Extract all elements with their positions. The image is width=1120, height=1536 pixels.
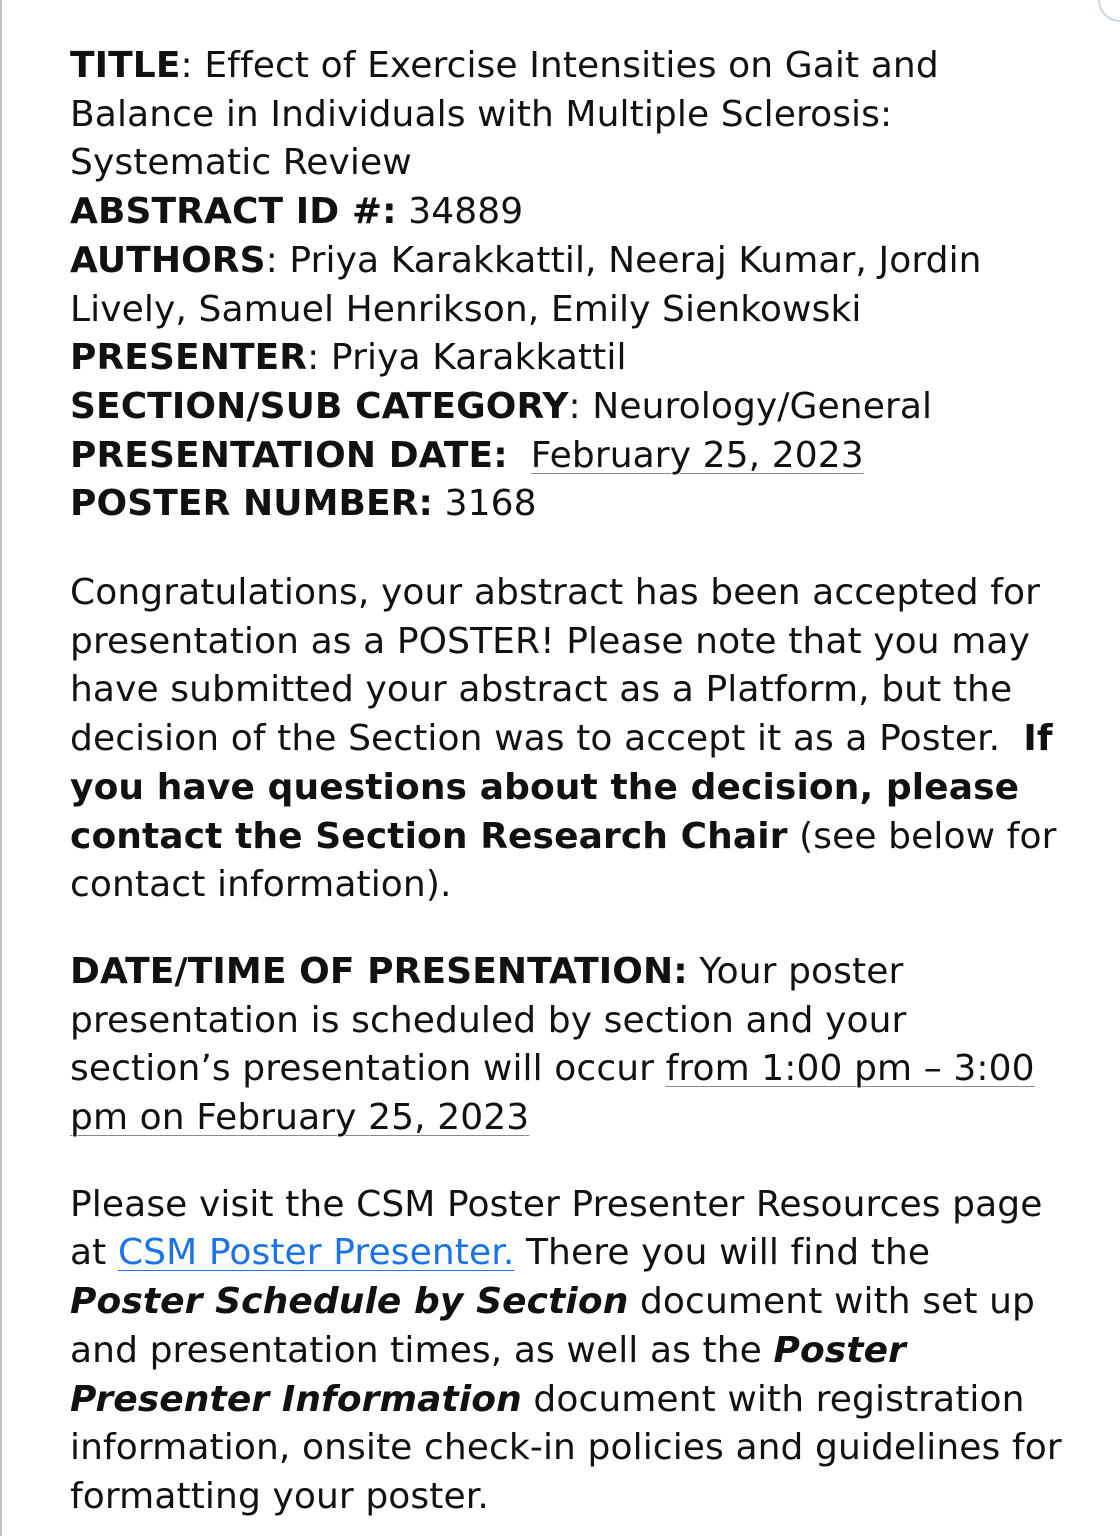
authors-label: AUTHORS xyxy=(70,239,266,281)
spacer xyxy=(70,910,1070,948)
schedule-time: from 1:00 pm – 3:00 pm on February 25, 2023 xyxy=(70,1048,1035,1139)
acceptance-bold-text: If you have questions about the decision, please contact the Section Research Chair xyxy=(70,718,1053,857)
poster-number-label: POSTER NUMBER: xyxy=(70,483,434,525)
page-corner-curl xyxy=(1098,0,1120,22)
section-value: Neurology/General xyxy=(592,385,933,427)
presentation-date-line xyxy=(70,432,1070,481)
resources-intro: Please visit the CSM Poster Presenter Resources page at xyxy=(70,1183,1043,1274)
acceptance-tail-text: (see below for contact information). xyxy=(70,815,1057,906)
presentation-date-label: PRESENTATION DATE: xyxy=(70,434,508,476)
page-left-border xyxy=(0,0,2,1536)
title-line: TITLE: Effect of Exercise Intensities on Gait and Balance in Individuals with Multiple Sclerosis: Systematic Review xyxy=(70,45,939,184)
presenter-line: PRESENTER: Priya Karakkattil xyxy=(70,337,627,379)
schedule-paragraph xyxy=(70,948,1070,1143)
authors-line: AUTHORS: Priya Karakkattil, Neeraj Kumar, Jordin Lively, Samuel Henrikson, Emily Sienkowski xyxy=(70,239,982,330)
poster-presenter-info-doc: Poster Presenter Information xyxy=(70,1329,906,1420)
presenter-label: PRESENTER xyxy=(70,337,308,379)
resources-text-1: There you will find the xyxy=(525,1232,931,1274)
abstract-id-label: ABSTRACT ID #: xyxy=(70,191,397,233)
acceptance-text: Congratulations, your abstract has been accepted for presentation as a POSTER! Please note that you may have submitted your abstract as a Platform, but the decision of the Section was to accept it as a Poster. xyxy=(70,572,1041,760)
presentation-date-value: February 25, 2023 xyxy=(530,434,864,476)
email-body xyxy=(70,42,1070,1522)
poster-number-value: 3168 xyxy=(444,483,537,525)
resources-paragraph xyxy=(70,1181,1070,1522)
abstract-id-line xyxy=(70,188,1070,237)
presenter-value: Priya Karakkattil xyxy=(330,337,627,379)
section-line: SECTION/SUB CATEGORY: Neurology/General xyxy=(70,385,933,427)
spacer xyxy=(70,529,1070,569)
resources-text-3: document with registration information, onsite check-in policies and guidelines for formatting your poster. xyxy=(70,1378,1062,1517)
title-value: Effect of Exercise Intensities on Gait and Balance in Individuals with Multiple Sclerosis: Systematic Review xyxy=(70,45,939,184)
poster-schedule-doc: Poster Schedule by Section xyxy=(70,1281,629,1323)
spacer xyxy=(70,1143,1070,1181)
acceptance-paragraph xyxy=(70,569,1070,910)
section-label: SECTION/SUB CATEGORY xyxy=(70,385,569,427)
resources-text-2: document with set up and presentation times, as well as the xyxy=(70,1281,1035,1371)
abstract-id-value: 34889 xyxy=(408,191,524,233)
poster-number-line xyxy=(70,480,1070,529)
authors-value: Priya Karakkattil, Neeraj Kumar, Jordin Lively, Samuel Henrikson, Emily Sienkowski xyxy=(70,239,982,330)
title-label: TITLE xyxy=(70,45,181,86)
schedule-label: DATE/TIME OF PRESENTATION: xyxy=(70,950,688,992)
csm-poster-presenter-link[interactable]: CSM Poster Presenter. xyxy=(117,1232,515,1274)
schedule-text: Your poster presentation is scheduled by section and your section’s presentation will occur xyxy=(70,950,907,1090)
